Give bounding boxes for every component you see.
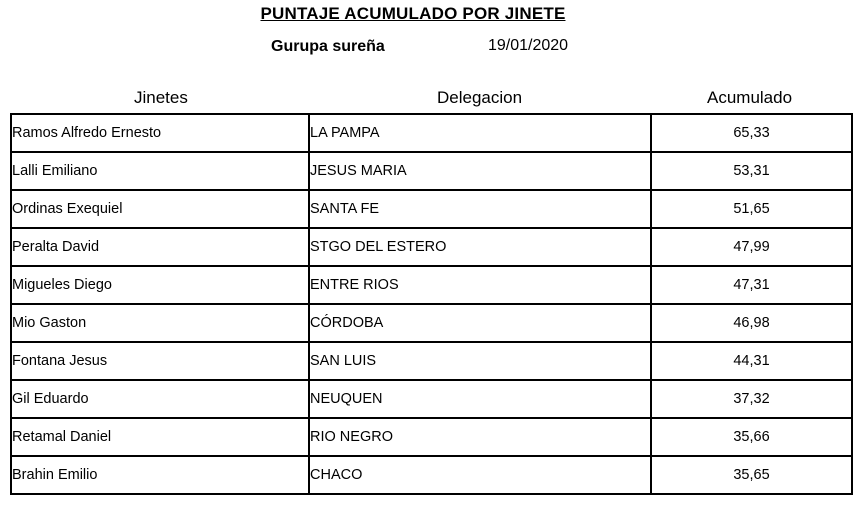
table-row bbox=[11, 190, 852, 228]
rider-cell: Migueles Diego bbox=[11, 266, 309, 304]
column-header-accumulated: Acumulado bbox=[707, 88, 793, 107]
table-row bbox=[11, 152, 852, 190]
scores-table bbox=[10, 113, 853, 495]
rider-cell: Brahin Emilio bbox=[11, 456, 309, 494]
delegation-cell: CHACO bbox=[309, 456, 651, 494]
rider-cell: Lalli Emiliano bbox=[11, 152, 309, 190]
table-row bbox=[11, 304, 852, 342]
accumulated-cell: 46,98 bbox=[651, 304, 852, 342]
table-row bbox=[11, 418, 852, 456]
rider-cell: Ramos Alfredo Ernesto bbox=[11, 114, 309, 152]
delegation-cell: LA PAMPA bbox=[309, 114, 651, 152]
rider-cell: Gil Eduardo bbox=[11, 380, 309, 418]
table-row bbox=[11, 266, 852, 304]
category-label: Gurupa sureña bbox=[271, 38, 385, 55]
accumulated-cell: 35,65 bbox=[651, 456, 852, 494]
rider-cell: Mio Gaston bbox=[11, 304, 309, 342]
accumulated-cell: 65,33 bbox=[651, 114, 852, 152]
accumulated-cell: 51,65 bbox=[651, 190, 852, 228]
column-header-rider: Jinetes bbox=[134, 88, 188, 107]
accumulated-cell: 44,31 bbox=[651, 342, 852, 380]
table-row bbox=[11, 342, 852, 380]
accumulated-cell: 47,31 bbox=[651, 266, 852, 304]
scores-table-body bbox=[11, 114, 852, 494]
delegation-cell: STGO DEL ESTERO bbox=[309, 228, 651, 266]
rider-cell: Peralta David bbox=[11, 228, 309, 266]
delegation-cell: RIO NEGRO bbox=[309, 418, 651, 456]
delegation-cell: CÓRDOBA bbox=[309, 304, 651, 342]
accumulated-cell: 35,66 bbox=[651, 418, 852, 456]
delegation-cell: ENTRE RIOS bbox=[309, 266, 651, 304]
date-label: 19/01/2020 bbox=[488, 37, 569, 54]
delegation-cell: JESUS MARIA bbox=[309, 152, 651, 190]
rider-cell: Ordinas Exequiel bbox=[11, 190, 309, 228]
accumulated-cell: 37,32 bbox=[651, 380, 852, 418]
delegation-cell: SAN LUIS bbox=[309, 342, 651, 380]
column-header-delegation: Delegacion bbox=[437, 88, 523, 107]
table-row bbox=[11, 114, 852, 152]
delegation-cell: NEUQUEN bbox=[309, 380, 651, 418]
table-row bbox=[11, 380, 852, 418]
rider-cell: Retamal Daniel bbox=[11, 418, 309, 456]
rider-cell: Fontana Jesus bbox=[11, 342, 309, 380]
table-row bbox=[11, 228, 852, 266]
delegation-cell: SANTA FE bbox=[309, 190, 651, 228]
accumulated-cell: 47,99 bbox=[651, 228, 852, 266]
page-title: PUNTAJE ACUMULADO POR JINETE bbox=[260, 4, 566, 23]
table-row bbox=[11, 456, 852, 494]
accumulated-cell: 53,31 bbox=[651, 152, 852, 190]
